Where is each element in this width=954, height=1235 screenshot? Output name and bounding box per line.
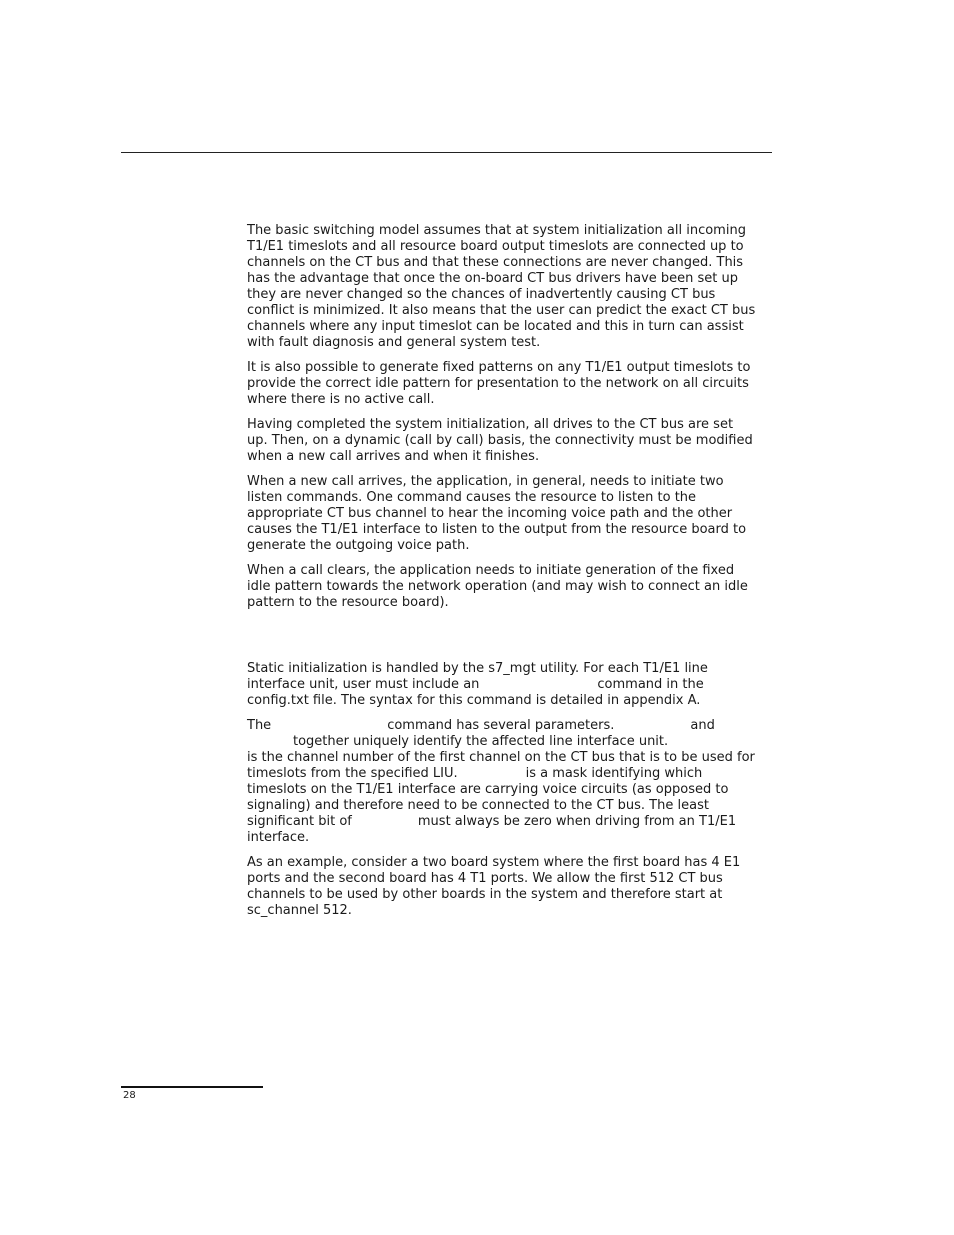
text-line: causes the T1/E1 interface to listen to the output from the resource board to [247,522,747,537]
text-line: channels where any input timeslot can be located and this in turn can assist [247,319,744,334]
section-2-paragraph-1 [247,661,777,709]
text-line: Having completed the system initialization, all drives to the CT bus are set [247,417,734,432]
text-line [247,814,777,830]
section-1-paragraph-1 [247,223,777,351]
text-line: channels to be used by other boards in the system and therefore start at [247,887,723,902]
text-line: idle pattern towards the network operation (and may wish to connect an idle [247,579,748,594]
text-line: where there is no active call. [247,392,435,407]
section-1-paragraph-3 [247,417,777,465]
text-line: signaling) and therefore need to be connected to the CT bus. The least [247,798,709,813]
text-line: has the advantage that once the on-board CT bus drivers have been set up [247,271,739,286]
text-fragment: command in the [597,677,704,692]
text-line [247,718,777,734]
text-line: conflict is minimized. It also means that the user can predict the exact CT bus [247,303,756,318]
text-fragment: is a mask identifying which [525,766,703,781]
section-1-paragraph-2 [247,360,777,408]
text-line [247,677,777,693]
text-line: they are never changed so the chances of inadvertently causing CT bus [247,287,716,302]
section-1-paragraph-5 [247,563,777,611]
text-line: T1/E1 timeslots and all resource board output timeslots are connected up to [247,239,744,254]
text-line: appropriate CT bus channel to hear the incoming voice path and the other [247,506,733,521]
text-line: timeslots on the T1/E1 interface are carrying voice circuits (as opposed to [247,782,729,797]
text-line: with fault diagnosis and general system test. [247,335,541,350]
text-line: channels on the CT bus and that these connections are never changed. This [247,255,744,270]
text-line: provide the correct idle pattern for presentation to the network on all circuits [247,376,749,391]
text-line [247,766,777,782]
text-fragment: The [247,718,272,733]
text-fragment: timeslots from the specified LIU. [247,766,458,781]
text-fragment: must always be zero when driving from an T1/E1 [417,814,737,829]
header-rule [121,152,772,153]
text-fragment: and [690,718,715,733]
text-line: pattern to the resource board). [247,595,449,610]
text-line: sc_channel 512. [247,903,352,918]
text-fragment: together uniquely identify the affected line interface unit. [293,734,669,749]
text-line: It is also possible to generate fixed patterns on any T1/E1 output timeslots to [247,360,751,375]
text-fragment: interface unit, user must include an [247,677,480,692]
section-2-paragraph-2 [247,718,777,846]
text-line: As an example, consider a two board system where the first board has 4 E1 [247,855,741,870]
text-fragment: significant bit of [247,814,352,829]
footer-rule [121,1086,263,1088]
text-line: When a call clears, the application needs to initiate generation of the fixed [247,563,735,578]
text-line: The basic switching model assumes that at system initialization all incoming [247,223,746,238]
text-line: when a new call arrives and when it finishes. [247,449,540,464]
text-line: up. Then, on a dynamic (call by call) basis, the connectivity must be modified [247,433,753,448]
text-line: When a new call arrives, the application, in general, needs to initiate two [247,474,724,489]
text-line: generate the outgoing voice path. [247,538,470,553]
text-line: Static initialization is handled by the s7_mgt utility. For each T1/E1 line [247,661,708,676]
section-1-paragraph-4 [247,474,777,554]
page-number: 28 [123,1090,136,1101]
text-line: interface. [247,830,310,845]
text-line [247,734,777,750]
text-line: is the channel number of the first channel on the CT bus that is to be used for [247,750,755,765]
section-2-paragraph-3 [247,855,777,919]
text-line: listen commands. One command causes the resource to listen to the [247,490,697,505]
text-fragment: command has several parameters. [387,718,615,733]
text-line: config.txt file. The syntax for this command is detailed in appendix A. [247,693,701,708]
text-line: ports and the second board has 4 T1 ports. We allow the first 512 CT bus [247,871,723,886]
